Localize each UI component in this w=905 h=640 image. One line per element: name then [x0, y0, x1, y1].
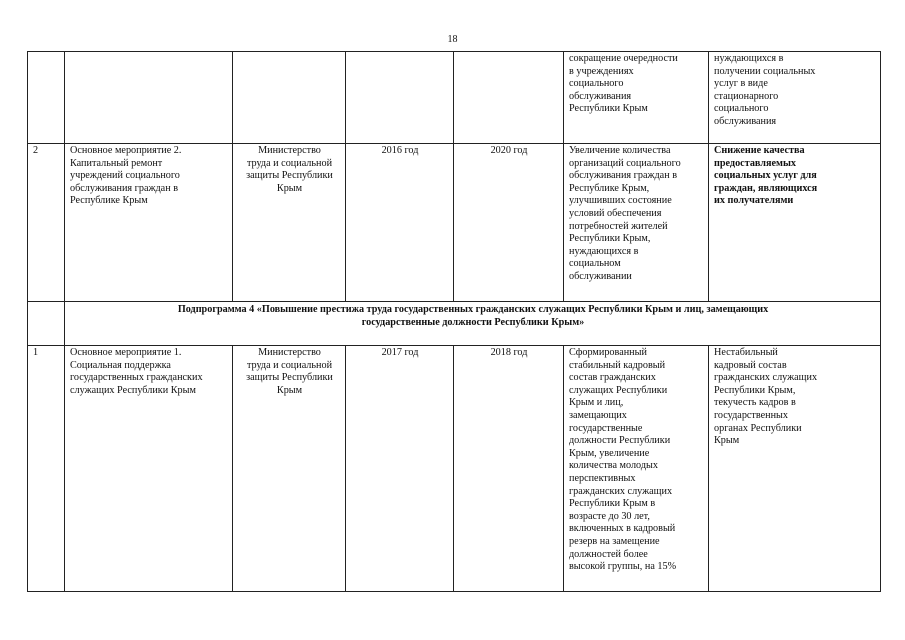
executor-cell: Министерство труда и социальной защиты Республики Крым: [233, 346, 346, 592]
consequence-cell: нуждающихся в получении социальных услуг в виде стационарного социального обслуживания: [709, 52, 881, 144]
row-number-cell: [28, 302, 65, 346]
row-number-cell: 2: [28, 144, 65, 302]
page-number: 18: [447, 34, 458, 45]
start-year-cell: 2017 год: [346, 346, 454, 592]
row-number-cell: 1: [28, 346, 65, 592]
row-number-cell: [28, 52, 65, 144]
start-year-cell: 2016 год: [346, 144, 454, 302]
end-year-cell: 2020 год: [454, 144, 564, 302]
table-row: [28, 346, 881, 592]
table-row: [28, 52, 881, 144]
subprogram-title: Подпрограмма 4 «Повышение престижа труда государственных гражданских служащих Республики Крым и лиц, замещающих государственные должности Республики Крым»: [65, 302, 881, 346]
end-year-cell: [454, 52, 564, 144]
consequence-cell: Нестабильный кадровый состав гражданских служащих Республики Крым, текучесть кадров в государственных органах Республики Крым: [709, 346, 881, 592]
activity-cell: [65, 52, 233, 144]
subprogram-row: [28, 302, 881, 346]
measures-table: [27, 51, 881, 592]
table-row: [28, 144, 881, 302]
end-year-cell: 2018 год: [454, 346, 564, 592]
expected-result-cell: сокращение очередности в учреждениях социального обслуживания Республики Крым: [564, 52, 709, 144]
activity-cell: Основное мероприятие 2. Капитальный ремонт учреждений социального обслуживания граждан в Республике Крым: [65, 144, 233, 302]
start-year-cell: [346, 52, 454, 144]
activity-cell: Основное мероприятие 1. Социальная поддержка государственных гражданских служащих Республики Крым: [65, 346, 233, 592]
expected-result-cell: Сформированный стабильный кадровый состав гражданских служащих Республики Крым и лиц, замещающих государственные должности Республики Крым, увеличение количества молодых перспективных гражданских служащих Республики Крым в возрасте до 30 лет, включенных в кадровый резерв на замещение должностей более высокой группы, на 15%: [564, 346, 709, 592]
executor-cell: Министерство труда и социальной защиты Республики Крым: [233, 144, 346, 302]
consequence-cell: Снижение качества предоставляемых социальных услуг для граждан, являющихся их получателями: [709, 144, 881, 302]
executor-cell: [233, 52, 346, 144]
expected-result-cell: Увеличение количества организаций социального обслуживания граждан в Республике Крым, улучшивших состояние условий обеспечения потребностей жителей Республики Крым, нуждающихся в социальном обслуживании: [564, 144, 709, 302]
